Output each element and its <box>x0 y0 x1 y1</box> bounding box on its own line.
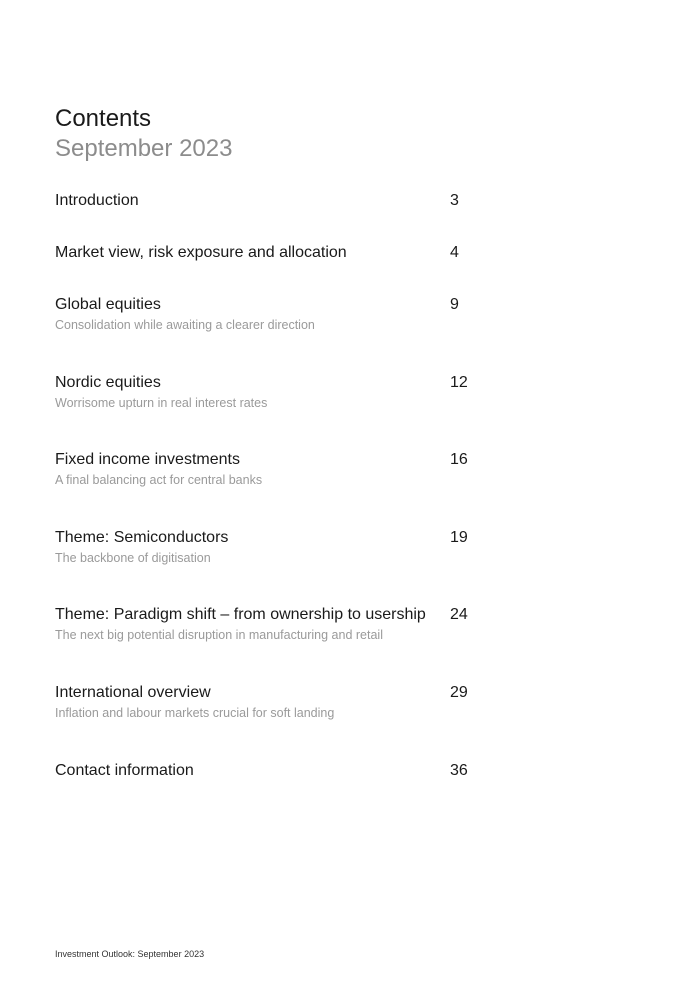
page-footer: Investment Outlook: September 2023 <box>55 949 205 959</box>
toc-entry-page-number: 36 <box>450 762 468 779</box>
toc-entry-page-number: 9 <box>450 296 459 313</box>
toc-entry-introduction[interactable] <box>55 190 475 212</box>
toc-entry-title: Market view, risk exposure and allocation <box>55 244 347 261</box>
toc-entry-description: Worrisome upturn in real interest rates <box>55 396 268 410</box>
page-subtitle: September 2023 <box>55 135 233 162</box>
toc-entry-title: Theme: Paradigm shift – from ownership to usership <box>55 606 426 623</box>
toc-entry-description: The backbone of digitisation <box>55 551 211 565</box>
toc-entry-paradigm-shift[interactable] <box>55 604 475 644</box>
toc-entry-page-number: 24 <box>450 606 468 623</box>
toc-entry-page-number: 29 <box>450 684 468 701</box>
toc-entry-description: The next big potential disruption in manufacturing and retail <box>55 628 383 642</box>
toc-entry-page-number: 3 <box>450 192 459 209</box>
contents-header <box>55 104 232 164</box>
toc-entry-fixed-income[interactable] <box>55 449 475 489</box>
toc-entry-page-number: 16 <box>450 451 468 468</box>
toc-entry-title: International overview <box>55 684 211 701</box>
toc-entry-title: Contact information <box>55 762 194 779</box>
toc-entry-contact-information[interactable] <box>55 760 475 782</box>
toc-entry-global-equities[interactable] <box>55 294 475 334</box>
toc-entry-page-number: 4 <box>450 244 459 261</box>
toc-entry-nordic-equities[interactable] <box>55 372 475 412</box>
toc-entry-title: Theme: Semiconductors <box>55 529 229 546</box>
toc-entry-international-overview[interactable] <box>55 682 475 722</box>
page-title: Contents <box>55 105 152 132</box>
toc-entry-market-view[interactable] <box>55 242 475 264</box>
toc-entry-title: Introduction <box>55 192 139 209</box>
toc-entry-page-number: 19 <box>450 529 468 546</box>
toc-entry-semiconductors[interactable] <box>55 527 475 567</box>
toc-entry-title: Nordic equities <box>55 374 161 391</box>
toc-entry-title: Global equities <box>55 296 161 313</box>
toc-entry-description: Inflation and labour markets crucial for soft landing <box>55 706 335 720</box>
toc-entry-title: Fixed income investments <box>55 451 240 468</box>
toc-entry-page-number: 12 <box>450 374 468 391</box>
toc-entry-description: Consolidation while awaiting a clearer direction <box>55 318 315 332</box>
toc-entry-description: A final balancing act for central banks <box>55 473 263 487</box>
